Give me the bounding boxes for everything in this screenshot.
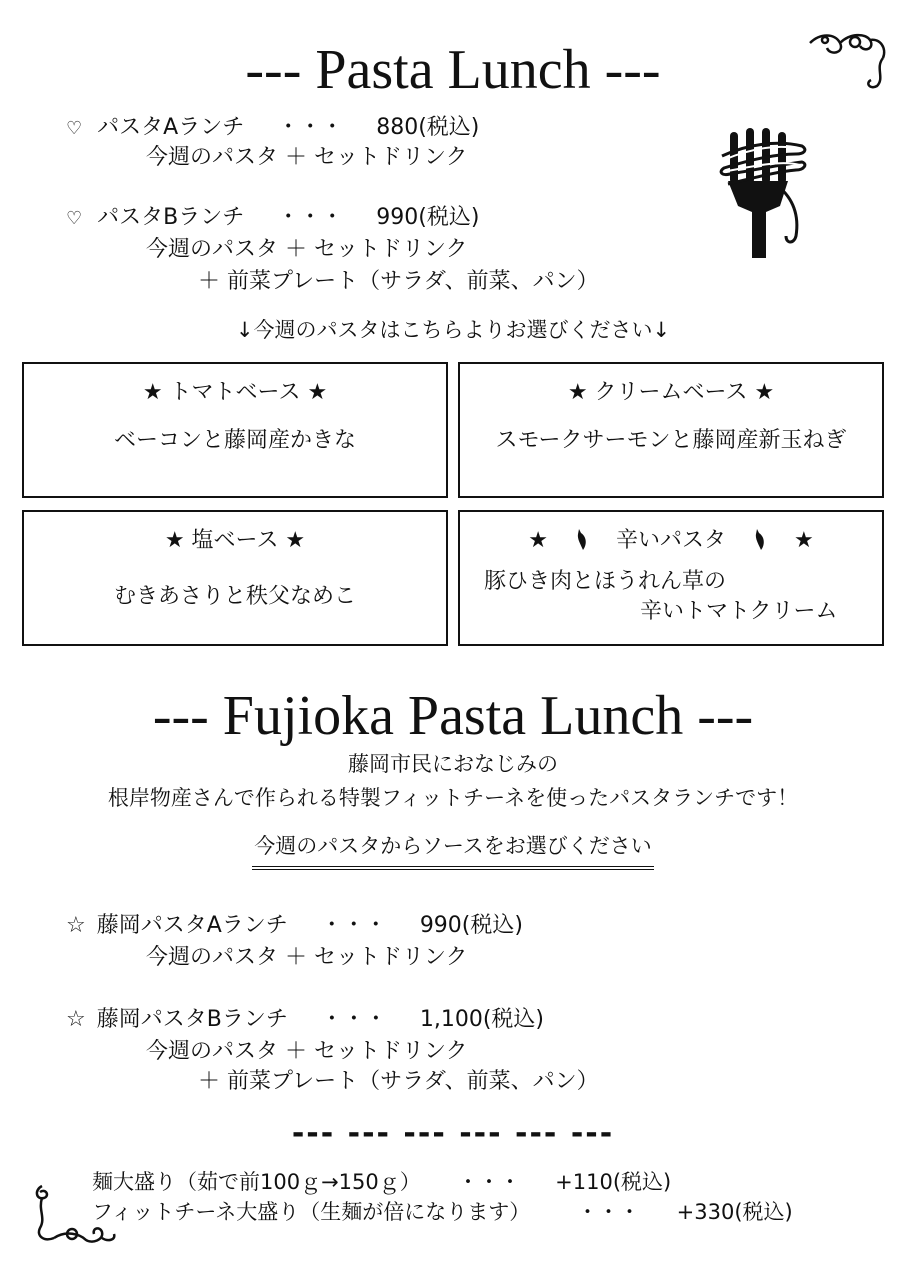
extra-price: +110(税込) [555, 1170, 672, 1194]
menu-b-line [66, 204, 479, 233]
box-cream-head: ★ クリームベース ★ [567, 380, 775, 405]
divider-dashes: --- --- --- --- --- --- [291, 1116, 615, 1151]
box-cream [458, 362, 884, 498]
star-icon: ★ [528, 528, 548, 553]
extra-dots: ・・・ [457, 1170, 521, 1194]
extra-price: +330(税込) [676, 1200, 793, 1224]
fujioka-menu-b-desc1: 今週のパスタ ＋ セットドリンク [146, 1039, 468, 1064]
fujioka-menu-b-dots: ・・・ [320, 1007, 387, 1032]
menu-b-desc1: 今週のパスタ ＋ セットドリンク [146, 237, 468, 262]
fujioka-pasta-lunch-title: --- Fujioka Pasta Lunch --- [152, 685, 754, 747]
fujioka-menu-a-name: 藤岡パスタAランチ [96, 913, 288, 938]
sauce-note-text: 今週のパスタからソースをお選びください [252, 832, 654, 870]
fujioka-menu-b-line [66, 1006, 544, 1034]
box-cream-body: スモークサーモンと藤岡産新玉ねぎ [495, 428, 847, 453]
menu-a-price: 880(税込) [376, 115, 480, 140]
star-outline-icon: ☆ [66, 913, 86, 938]
extra-label: 麺大盛り（茹で前100ｇ→150ｇ） [92, 1170, 421, 1194]
box-spicy-head [460, 526, 882, 556]
menu-b-name: パスタBランチ [97, 205, 245, 230]
menu-b-price: 990(税込) [376, 205, 480, 230]
fujioka-menu-a-line [66, 912, 523, 940]
heart-icon: ♡ [66, 118, 83, 139]
choose-pasta-note: ↓今週のパスタはこちらよりお選びください↓ [235, 318, 671, 342]
star-icon: ★ [794, 528, 814, 553]
menu-a-desc: 今週のパスタ ＋ セットドリンク [146, 145, 468, 170]
star-outline-icon: ☆ [66, 1007, 86, 1032]
box-spicy-title: 辛いパスタ [615, 528, 726, 553]
fujioka-menu-a-dots: ・・・ [320, 913, 387, 938]
box-salt-head: ★ 塩ベース ★ [164, 528, 306, 553]
fujioka-menu-a-price: 990(税込) [419, 913, 523, 938]
menu-b-desc2: ＋ 前菜プレート（サラダ、前菜、パン） [198, 269, 599, 294]
box-spicy-body1: 豚ひき肉とほうれん草の [484, 569, 727, 594]
fujioka-menu-a-desc: 今週のパスタ ＋ セットドリンク [146, 945, 468, 970]
fork-pasta-icon [718, 126, 808, 262]
box-salt [22, 510, 448, 646]
fujioka-menu-b-price: 1,100(税込) [419, 1007, 544, 1032]
fujioka-menu-b-name: 藤岡パスタBランチ [96, 1007, 288, 1032]
sauce-note [0, 832, 906, 870]
menu-a-name: パスタAランチ [97, 115, 245, 140]
menu-a-dots: ・・・ [277, 115, 344, 140]
menu-a-line [66, 114, 479, 143]
intro-line-1: 藤岡市民におなじみの [348, 752, 558, 776]
extra-large-fettuccine [92, 1198, 793, 1226]
box-spicy-body2: 辛いトマトクリーム [640, 599, 838, 624]
box-tomato-head: ★ トマトベース ★ [142, 380, 328, 405]
extra-large-noodles [92, 1168, 671, 1196]
box-tomato [22, 362, 448, 498]
box-salt-body: むきあさりと秩父なめこ [113, 584, 356, 609]
fujioka-menu-b-desc2: ＋ 前菜プレート（サラダ、前菜、パン） [198, 1069, 599, 1094]
box-tomato-body: ベーコンと藤岡産かきな [113, 428, 356, 453]
box-spicy [458, 510, 884, 646]
chili-pepper-icon [573, 527, 591, 551]
extra-dots: ・・・ [576, 1200, 640, 1224]
intro-line-2: 根岸物産さんで作られる特製フィットチーネを使ったパスタランチです！ [107, 786, 799, 810]
heart-icon: ♡ [66, 208, 83, 229]
ornament-bottom-left [30, 1182, 120, 1246]
chili-pepper-icon [751, 527, 769, 551]
menu-b-dots: ・・・ [277, 205, 344, 230]
extra-label: フィットチーネ大盛り（生麺が倍になります） [92, 1200, 531, 1224]
pasta-lunch-title: --- Pasta Lunch --- [245, 39, 661, 101]
